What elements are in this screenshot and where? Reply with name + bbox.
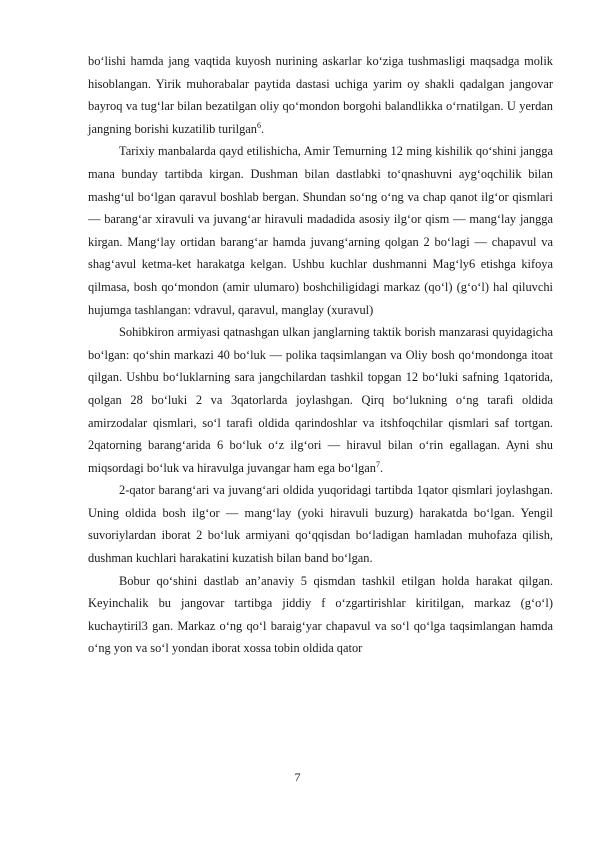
paragraph-3-end: . [380, 460, 384, 475]
document-body [88, 50, 553, 660]
paragraph-5 [88, 570, 553, 660]
paragraph-1-end: . [260, 121, 265, 136]
paragraph-4 [88, 479, 553, 569]
paragraph-1 [88, 50, 553, 140]
page-number: 7 [294, 770, 301, 784]
paragraph-2-text: Tarixiy manbalarda qayd etilishicha, Amir Temurning 12 ming kishilik qo‘shini jangga mana bunday tartibda kirgan. Dushman bilan dastlabki to‘qnashuvni ayg‘oqchilik bilan mashg‘ul bo‘lgan qaravul boshlab bergan. Shundan so‘ng o‘ng va chap qanot ilg‘or qismlari — barang‘ar xiravuli va juvang‘ar hiravuli madadida asosiy ilg‘or qism — mang‘lay jangga kirgan. Mang‘lay ortidan barang‘ar hamda juvang‘arning qolgan 2 bo‘lagi — chapavul va shag‘avul ketma-ket harakatga kelgan. Ushbu kuchlar dushmanni Mag‘ly6 etishga kifoya qilmasa, bosh qo‘mondon (amir ulumaro) boshchiligidagi markaz (qo‘l) (g‘o‘l) hal qiluvchi hujumga tashlangan: vdravul, qaravul, manglay (xuravul) [88, 144, 553, 317]
paragraph-3-text: Sohibkiron armiyasi qatnashgan ulkan janglarning taktik borish manzarasi quyidagicha bo‘lgan: qo‘shin markazi 40 bo‘luk — polika taqsimlangan va Oliy bosh qo‘mondonga itoat qilgan. Ushbu bo‘luklarning sara jangchilardan tashkil topgan 12 bo‘luki safning 1qatorida, qolgan 28 bo‘luki 2 va 3qatorlarda joylashgan. Qirq bo‘lukning o‘ng tarafi oldida amirzodalar qismlari, so‘l tarafi oldida qarindoshlar va itshfoqchilar qismlari saf tortgan. 2qatorning barang‘arida 6 bo‘luk o‘z ilg‘ori — hiravul bilan o‘rin egallagan. Ayni shu miqsordagi bo‘luk va hiravulga juvangar ham ega bo‘lgan [88, 325, 553, 475]
paragraph-3 [88, 321, 553, 479]
paragraph-2 [88, 140, 553, 321]
paragraph-4-text: 2-qator barang‘ari va juvang‘ari oldida yuqoridagi tartibda 1qator qismlari joylashgan. Uning oldida bosh ilg‘or — mang‘lay (yoki hiravuli buzurg) harakatda bo‘lgan. Yengil suvoriylardan iborat 2 bo‘luk armiyani qo‘qqisdan bo‘ladigan hamladan muhofaza qilish, dushman kuchlari harakatini kuzatish bilan band bo‘lgan. [88, 483, 553, 566]
paragraph-5-text: Bobur qo‘shini dastlab an’anaviy 5 qismdan tashkil etilgan holda harakat qilgan. Keyinchalik bu jangovar tartibga jiddiy f o‘zgartirishlar kiritilgan, markaz (g‘o‘l) kuchaytiril3 gan. Markaz o‘ng qo‘l baraig‘yar chapavul va so‘l qo‘lga taqsimlangan hamda o‘ng yon va so‘l yondan iborat xossa tobin oldida qator [88, 573, 553, 656]
footnote-ref-6[interactable]: 6 [256, 120, 261, 130]
paragraph-1-text: bo‘lishi hamda jang vaqtida kuyosh nurining askarlar ko‘ziga tushmasligi maqsadga molik hisoblangan. Yirik muhorabalar paytida dastasi uchiga yarim oy shakli qadalgan jangovar bayroq va tug‘lar bilan bezatilgan oliy qo‘mondon borgohi balandlikka o‘rnatilgan. U yerdan jangning borishi kuzatilib turilgan [88, 54, 553, 136]
footnote-ref-7[interactable]: 7 [376, 459, 380, 469]
